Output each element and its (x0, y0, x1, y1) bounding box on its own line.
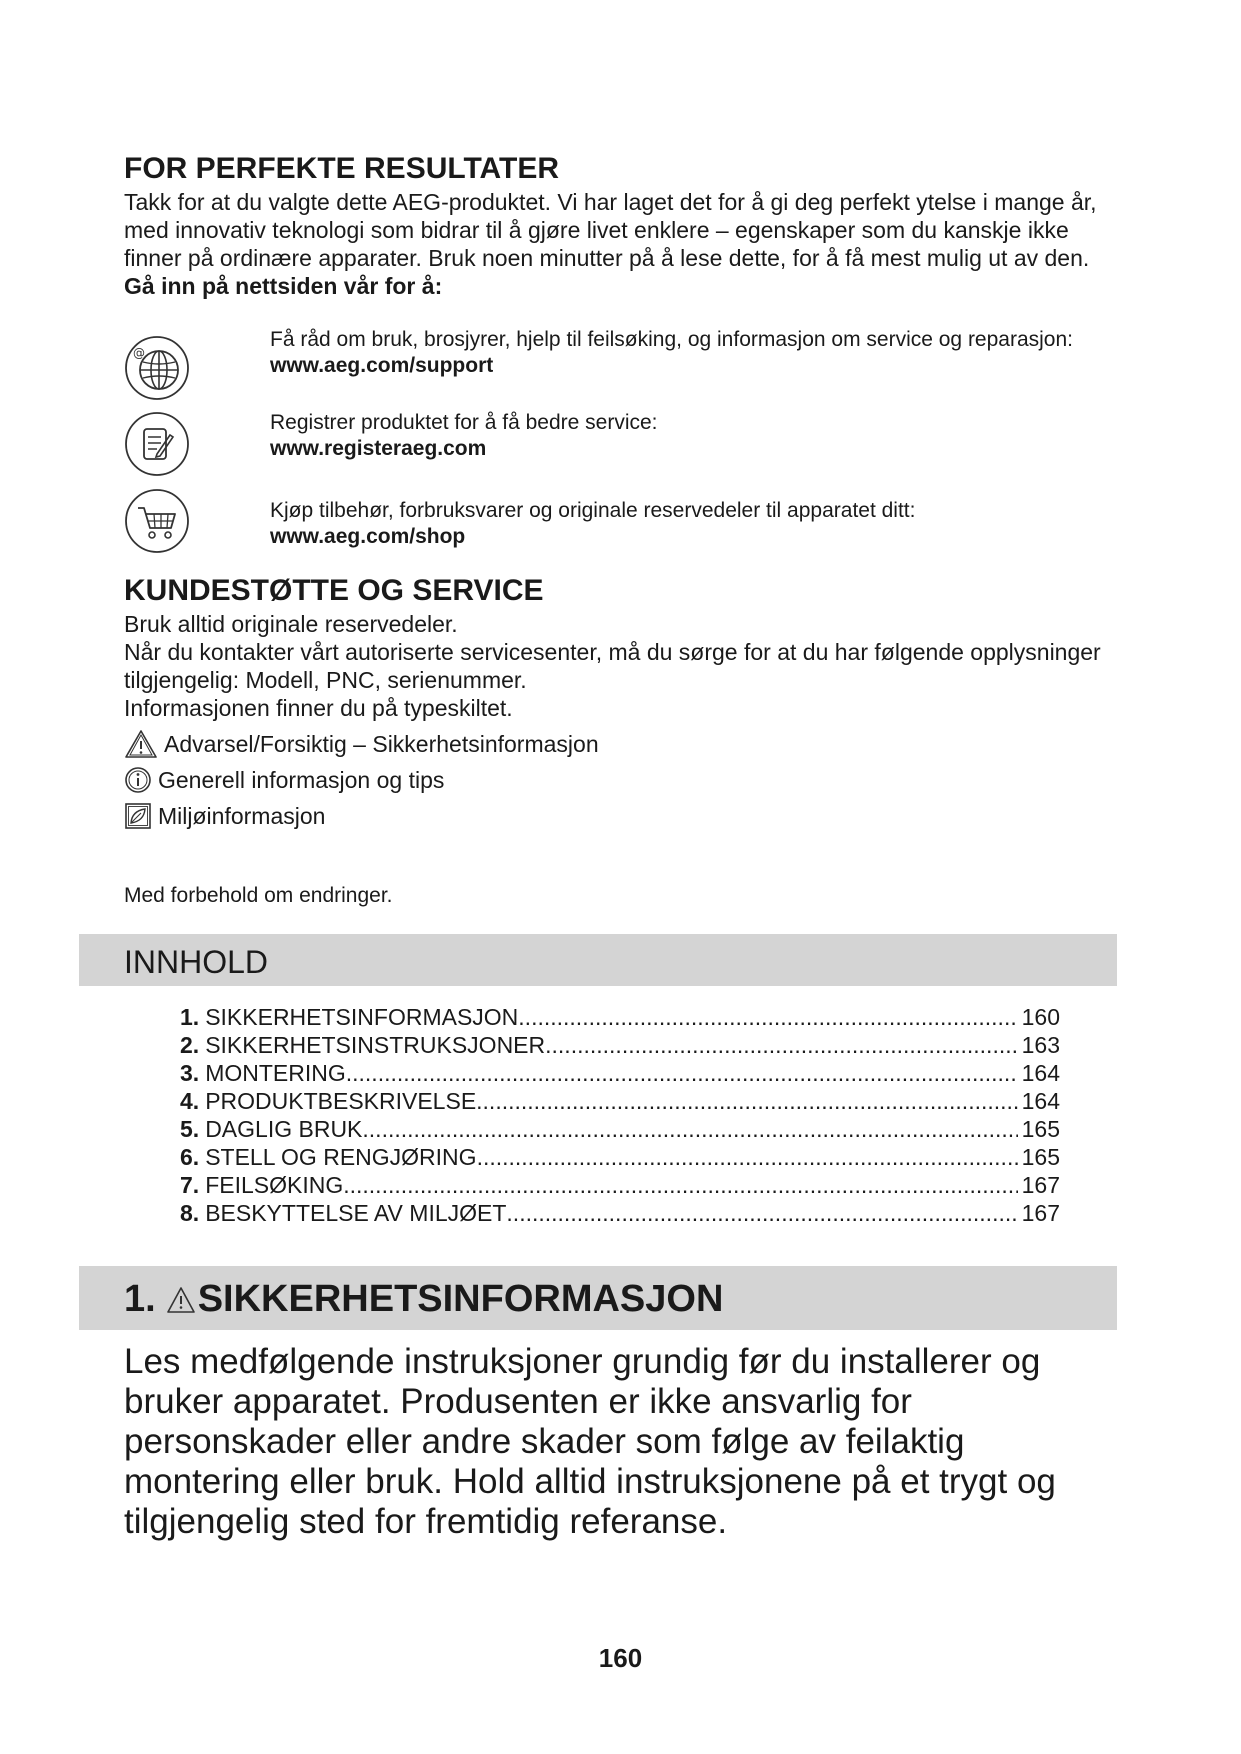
toc-item-number: 3. (180, 1060, 200, 1086)
support-title: KUNDESTØTTE OG SERVICE (124, 574, 544, 607)
toc-item[interactable] (180, 1199, 1060, 1227)
toc-item-page: 164 (1021, 1088, 1060, 1114)
legend-warning-label: Advarsel/Forsiktig – Sikkerhetsinformasjon (164, 731, 599, 757)
toc-item-label: SIKKERHETSINSTRUKSJONER (205, 1032, 546, 1058)
intro-section (124, 152, 1124, 572)
toc-item[interactable] (180, 1143, 1060, 1171)
svg-text:@: @ (133, 346, 145, 360)
toc-leader (476, 1087, 1017, 1115)
support-line-1: Bruk alltid originale reservedeler. (124, 611, 458, 637)
table-of-contents (180, 1003, 1060, 1227)
safety-number: 1. (124, 1278, 156, 1320)
toc-item-page: 164 (1021, 1060, 1060, 1086)
register-icon (124, 411, 190, 477)
toc-title: INNHOLD (124, 944, 269, 980)
toc-item-number: 7. (180, 1172, 200, 1198)
toc-header-bar (79, 934, 1117, 986)
toc-item[interactable] (180, 1003, 1060, 1031)
service-register (124, 411, 1104, 485)
toc-item-label: DAGLIG BRUK (205, 1116, 363, 1142)
safety-title: SIKKERHETSINFORMASJON (197, 1278, 724, 1320)
globe-icon (124, 335, 190, 401)
toc-item-number: 8. (180, 1200, 200, 1226)
support-section (124, 574, 1124, 834)
service-shop (124, 488, 1104, 558)
toc-item[interactable] (180, 1031, 1060, 1059)
toc-leader (343, 1171, 1017, 1199)
register-link[interactable]: www.registeraeg.com (270, 437, 487, 460)
legend-environment-label: Miljøinformasjon (158, 803, 326, 829)
toc-item[interactable] (180, 1115, 1060, 1143)
legend-environment (124, 798, 1124, 834)
toc-item[interactable] (180, 1087, 1060, 1115)
service-register-text: Registrer produktet for å få bedre service: (270, 411, 658, 434)
legend-info (124, 762, 1124, 798)
toc-item[interactable] (180, 1171, 1060, 1199)
safety-heading (124, 1278, 723, 1321)
safety-intro-text: Les medfølgende instruksjoner grundig før du installerer og bruker apparatet. Produsenten er ikke ansvarlig for personskader eller andre skader som følge av feilaktig montering eller bruk. Hold alltid instruksjonene på et trygt og tilgjengelig sted for fremtidig referanse. (124, 1342, 1056, 1541)
shopping-cart-icon (124, 488, 190, 554)
toc-item-number: 1. (180, 1004, 200, 1030)
service-support (124, 328, 1104, 416)
warning-icon (166, 1286, 196, 1314)
page-number: 160 (598, 1643, 643, 1673)
support-line-3: Informasjonen finner du på typeskiltet. (124, 695, 513, 721)
intro-paragraph: Takk for at du valgte dette AEG-produktet. Vi har laget det for å gi deg perfekt ytelse i mange år, med innovativ teknologi som bidrar til å gjøre livet enklere – egenskaper som du kanskje ikke finner på ordinære apparater. Bruk noen minutter på å lese dette, for å få mest mulig ut av den. (124, 189, 1097, 271)
legend-info-label: Generell informasjon og tips (158, 767, 445, 793)
shop-link[interactable]: www.aeg.com/shop (270, 525, 466, 548)
intro-title: FOR PERFEKTE RESULTATER (124, 152, 559, 185)
toc-item-page: 167 (1021, 1172, 1060, 1198)
toc-item-page: 160 (1021, 1004, 1060, 1030)
toc-item-label: MONTERING (205, 1060, 346, 1086)
toc-leader (518, 1003, 1017, 1031)
toc-leader (506, 1199, 1017, 1227)
toc-item-number: 5. (180, 1116, 200, 1142)
toc-leader (346, 1059, 1018, 1087)
toc-leader (477, 1143, 1018, 1171)
toc-item-label: BESKYTTELSE AV MILJØET (205, 1200, 507, 1226)
toc-item[interactable] (180, 1059, 1060, 1087)
service-support-text: Få råd om bruk, brosjyrer, hjelp til feilsøking, og informasjon om service og reparasjon: (270, 328, 1074, 351)
toc-item-page: 165 (1021, 1144, 1060, 1170)
toc-item-label: PRODUKTBESKRIVELSE (205, 1088, 477, 1114)
support-line-2: Når du kontakter vårt autoriserte servicesenter, må du sørge for at du har følgende opplysninger tilgjengelig: Modell, PNC, serienummer. (124, 639, 1101, 693)
toc-leader (362, 1115, 1017, 1143)
toc-item-label: FEILSØKING (205, 1172, 344, 1198)
change-notice: Med forbehold om endringer. (124, 884, 393, 907)
legend-warning (124, 726, 1124, 762)
environment-icon (124, 802, 152, 830)
toc-item-page: 167 (1021, 1200, 1060, 1226)
toc-item-number: 4. (180, 1088, 200, 1114)
toc-item-page: 163 (1021, 1032, 1060, 1058)
service-shop-text: Kjøp tilbehør, forbruksvarer og originale reservedeler til apparatet ditt: (270, 499, 916, 522)
support-link[interactable]: www.aeg.com/support (270, 354, 494, 377)
toc-item-page: 165 (1021, 1116, 1060, 1142)
toc-item-number: 6. (180, 1144, 200, 1170)
toc-item-label: STELL OG RENGJØRING (205, 1144, 477, 1170)
toc-leader (545, 1031, 1017, 1059)
warning-icon (124, 729, 158, 759)
toc-item-number: 2. (180, 1032, 200, 1058)
info-icon (124, 766, 152, 794)
website-heading: Gå inn på nettsiden vår for å: (124, 273, 443, 299)
safety-header-bar (79, 1266, 1117, 1330)
toc-item-label: SIKKERHETSINFORMASJON (205, 1004, 519, 1030)
